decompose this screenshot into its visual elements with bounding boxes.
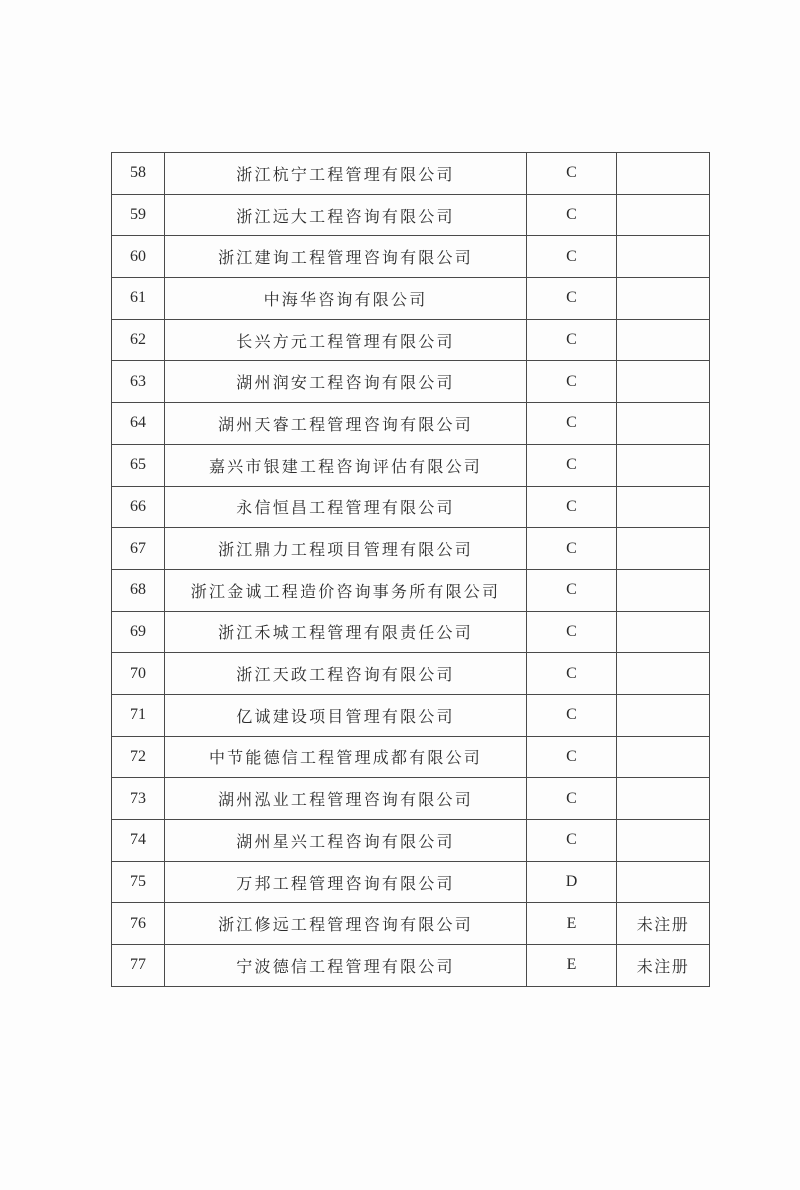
row-number: 62 <box>112 319 165 361</box>
company-rating-table <box>111 152 710 987</box>
credit-grade: C <box>527 653 617 695</box>
credit-grade: E <box>527 903 617 945</box>
table-row <box>112 611 710 653</box>
row-number: 58 <box>112 153 165 195</box>
row-number: 76 <box>112 903 165 945</box>
company-name: 浙江建询工程管理咨询有限公司 <box>165 236 527 278</box>
credit-grade: C <box>527 694 617 736</box>
company-name: 湖州润安工程咨询有限公司 <box>165 361 527 403</box>
credit-grade: C <box>527 444 617 486</box>
credit-grade: C <box>527 319 617 361</box>
table-row <box>112 903 710 945</box>
remark <box>617 236 710 278</box>
row-number: 67 <box>112 528 165 570</box>
table-row <box>112 236 710 278</box>
credit-grade: C <box>527 820 617 862</box>
company-name: 嘉兴市银建工程咨询评估有限公司 <box>165 444 527 486</box>
credit-grade: C <box>527 403 617 445</box>
row-number: 75 <box>112 861 165 903</box>
table-row <box>112 945 710 987</box>
remark <box>617 486 710 528</box>
row-number: 72 <box>112 736 165 778</box>
remark <box>617 611 710 653</box>
company-name: 湖州星兴工程咨询有限公司 <box>165 820 527 862</box>
credit-grade: C <box>527 153 617 195</box>
table-row <box>112 528 710 570</box>
remark <box>617 361 710 403</box>
remark <box>617 153 710 195</box>
company-name: 浙江禾城工程管理有限责任公司 <box>165 611 527 653</box>
table-row <box>112 278 710 320</box>
row-number: 69 <box>112 611 165 653</box>
row-number: 74 <box>112 820 165 862</box>
remark <box>617 194 710 236</box>
row-number: 70 <box>112 653 165 695</box>
row-number: 77 <box>112 945 165 987</box>
table-row <box>112 694 710 736</box>
company-name: 浙江鼎力工程项目管理有限公司 <box>165 528 527 570</box>
remark <box>617 569 710 611</box>
credit-grade: C <box>527 528 617 570</box>
row-number: 65 <box>112 444 165 486</box>
row-number: 60 <box>112 236 165 278</box>
table-row <box>112 444 710 486</box>
table-row <box>112 153 710 195</box>
table-row <box>112 361 710 403</box>
company-name: 中海华咨询有限公司 <box>165 278 527 320</box>
table-row <box>112 861 710 903</box>
row-number: 73 <box>112 778 165 820</box>
row-number: 66 <box>112 486 165 528</box>
table-row <box>112 653 710 695</box>
company-name: 亿诚建设项目管理有限公司 <box>165 694 527 736</box>
table-row <box>112 736 710 778</box>
company-name: 宁波德信工程管理有限公司 <box>165 945 527 987</box>
table-row <box>112 569 710 611</box>
row-number: 63 <box>112 361 165 403</box>
company-name: 浙江远大工程咨询有限公司 <box>165 194 527 236</box>
credit-grade: C <box>527 569 617 611</box>
row-number: 64 <box>112 403 165 445</box>
remark: 未注册 <box>617 903 710 945</box>
row-number: 71 <box>112 694 165 736</box>
remark <box>617 278 710 320</box>
credit-grade: C <box>527 278 617 320</box>
table-body <box>112 153 710 987</box>
company-name: 湖州天睿工程管理咨询有限公司 <box>165 403 527 445</box>
table-row <box>112 778 710 820</box>
remark <box>617 319 710 361</box>
row-number: 68 <box>112 569 165 611</box>
table-row <box>112 319 710 361</box>
remark <box>617 403 710 445</box>
company-name: 中节能德信工程管理成都有限公司 <box>165 736 527 778</box>
credit-grade: C <box>527 778 617 820</box>
company-name: 万邦工程管理咨询有限公司 <box>165 861 527 903</box>
credit-grade: C <box>527 736 617 778</box>
credit-grade: C <box>527 611 617 653</box>
credit-grade: E <box>527 945 617 987</box>
row-number: 61 <box>112 278 165 320</box>
remark <box>617 861 710 903</box>
company-name: 长兴方元工程管理有限公司 <box>165 319 527 361</box>
table-row <box>112 403 710 445</box>
company-name: 永信恒昌工程管理有限公司 <box>165 486 527 528</box>
row-number: 59 <box>112 194 165 236</box>
remark <box>617 653 710 695</box>
credit-grade: D <box>527 861 617 903</box>
remark <box>617 444 710 486</box>
table-row <box>112 820 710 862</box>
table-row <box>112 194 710 236</box>
credit-grade: C <box>527 486 617 528</box>
remark <box>617 820 710 862</box>
credit-grade: C <box>527 236 617 278</box>
company-name: 浙江修远工程管理咨询有限公司 <box>165 903 527 945</box>
company-name: 浙江杭宁工程管理有限公司 <box>165 153 527 195</box>
table-row <box>112 486 710 528</box>
credit-grade: C <box>527 194 617 236</box>
remark <box>617 778 710 820</box>
remark <box>617 694 710 736</box>
company-name: 浙江金诚工程造价咨询事务所有限公司 <box>165 569 527 611</box>
remark <box>617 528 710 570</box>
company-name: 湖州泓业工程管理咨询有限公司 <box>165 778 527 820</box>
credit-grade: C <box>527 361 617 403</box>
remark: 未注册 <box>617 945 710 987</box>
company-name: 浙江天政工程咨询有限公司 <box>165 653 527 695</box>
remark <box>617 736 710 778</box>
